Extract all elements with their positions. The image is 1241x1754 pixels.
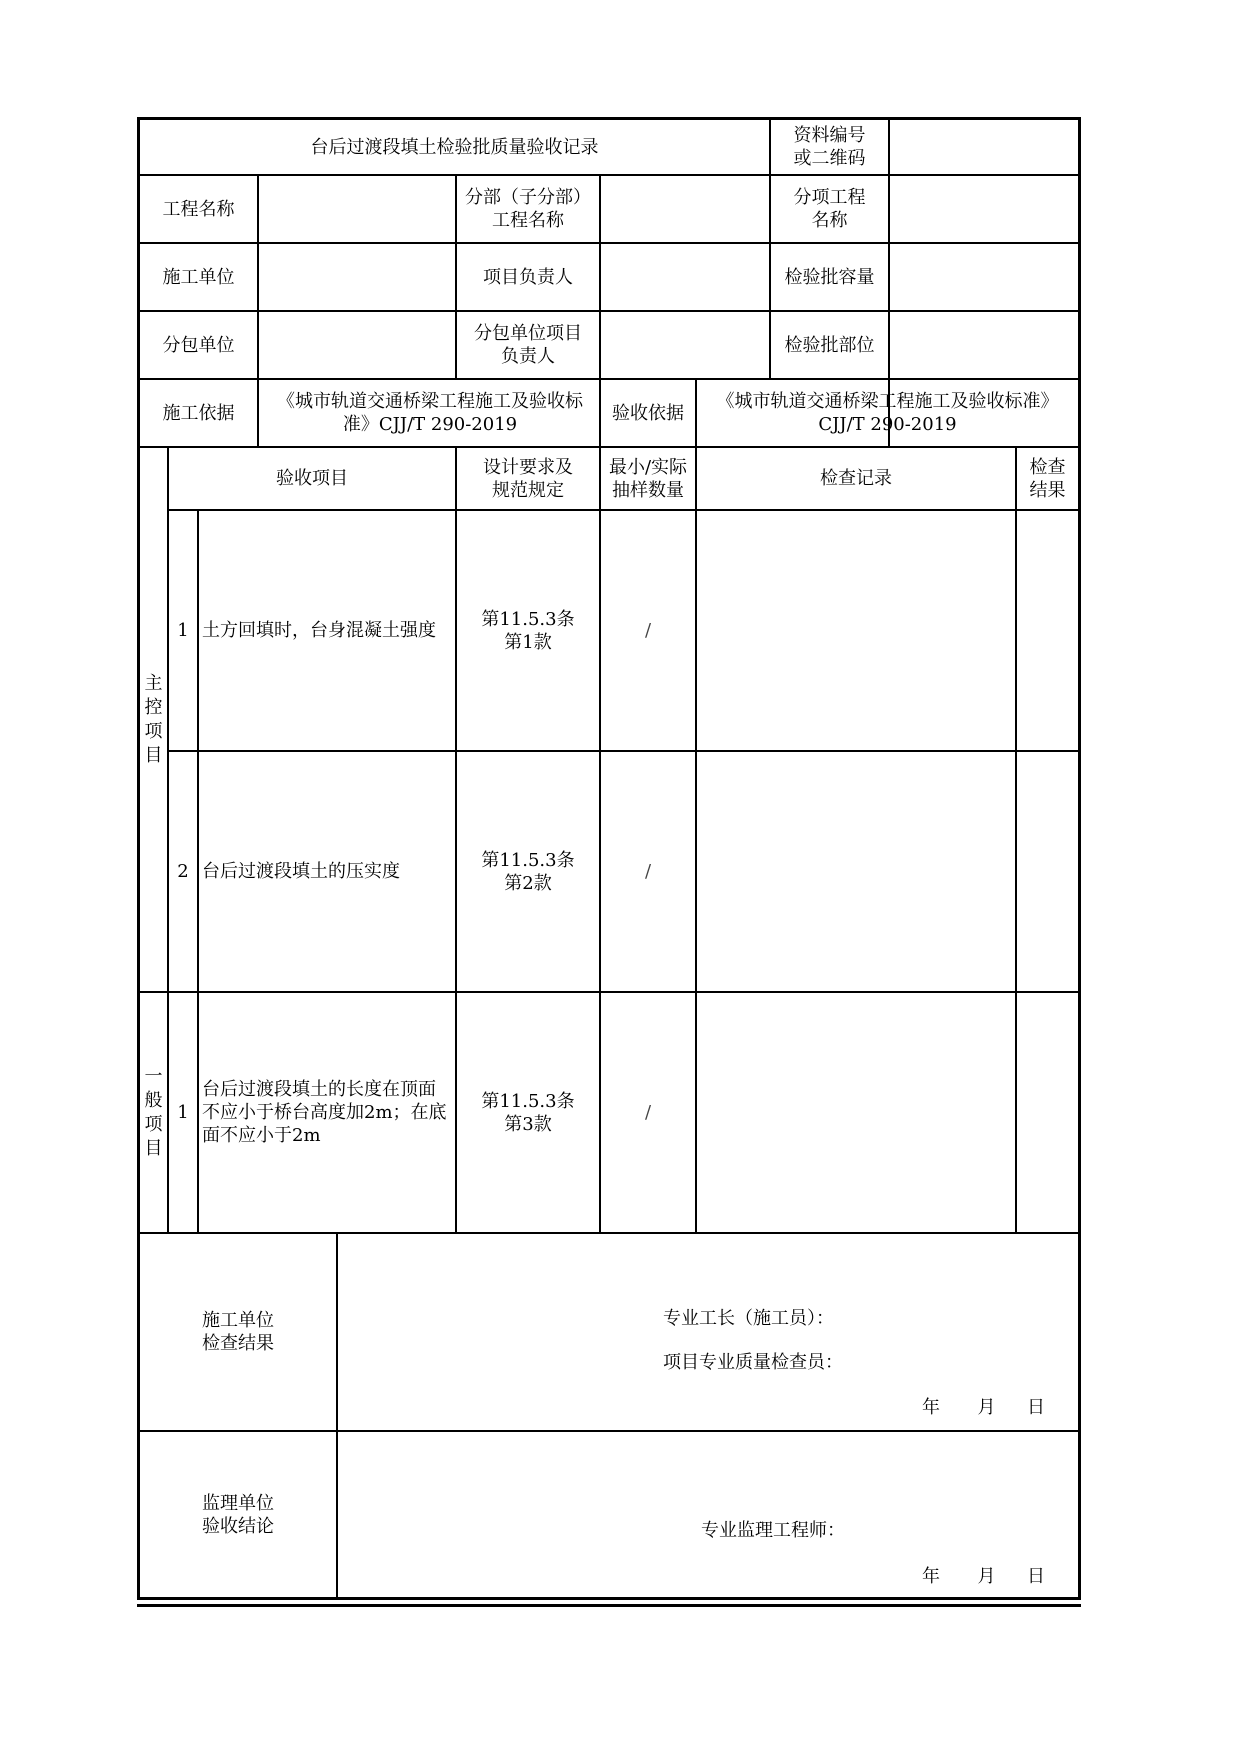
form-title: 台后过渡段填土检验批质量验收记录 (310, 136, 599, 158)
acceptance-basis-label: 验收依据 (612, 402, 684, 424)
batch-capacity-label: 检验批容量 (784, 266, 875, 288)
doc-code-label: 资料编号 或二维码 (793, 125, 866, 169)
row-record-field[interactable] (697, 993, 1015, 1232)
col-header-result: 检查 结果 (1029, 456, 1066, 501)
row-record-field[interactable] (697, 752, 1015, 991)
year-label: 年 (922, 1566, 940, 1587)
month-label: 月 (977, 1397, 996, 1418)
row-result-field[interactable] (1017, 993, 1078, 1232)
project-manager-label: 项目负责人 (483, 266, 573, 288)
batch-location-field[interactable] (890, 312, 1078, 378)
col-header-design-req: 设计要求及 规范规定 (483, 456, 573, 501)
row-number: 2 (177, 861, 189, 882)
qc-inspector-signature-label: 项目专业质量检查员： (663, 1352, 843, 1373)
row-number: 1 (177, 620, 189, 641)
contractor-result-label: 施工单位 检查结果 (202, 1310, 274, 1354)
row-clause: 第11.5.3条 第1款 (481, 608, 575, 653)
batch-location-label: 检验批部位 (784, 334, 875, 356)
month-label: 月 (977, 1566, 996, 1587)
contractor-field[interactable] (259, 244, 455, 310)
sub-item-field[interactable] (890, 176, 1078, 242)
row-item-text: 台后过渡段填土的长度在顶面不应小于桥台高度加2m；在底面不应小于2m (202, 1079, 447, 1146)
supervisor-conclusion-label: 监理单位 验收结论 (202, 1492, 274, 1537)
row-clause: 第11.5.3条 第2款 (481, 849, 575, 894)
sub-manager-field[interactable] (601, 312, 769, 378)
row-number: 1 (177, 1102, 189, 1123)
subcontractor-field[interactable] (259, 312, 455, 378)
sub-item-label: 分项工程 名称 (793, 187, 866, 231)
row-sample: / (644, 620, 652, 641)
sub-manager-label: 分包单位项目 负责人 (474, 323, 582, 367)
contractor-label: 施工单位 (162, 266, 235, 288)
row-record-field[interactable] (697, 511, 1015, 750)
project-name-field[interactable] (259, 176, 455, 242)
construction-basis-label: 施工依据 (162, 402, 235, 424)
foreman-signature-label: 专业工长（施工员）： (663, 1308, 834, 1329)
day-label: 日 (1026, 1397, 1045, 1418)
project-name-label: 工程名称 (162, 198, 235, 220)
contractor-date (922, 1393, 1045, 1419)
supervising-engineer-signature-label: 专业监理工程师： (701, 1520, 845, 1541)
row-result-field[interactable] (1017, 511, 1078, 750)
sub-division-label: 分部（子分部） 工程名称 (465, 187, 591, 231)
construction-basis-value: 《城市轨道交通桥梁工程施工及验收标准》CJJ/T 290-2019 (277, 391, 583, 435)
group-general: 一 般 项 目 (144, 1065, 163, 1159)
row-result-field[interactable] (1017, 752, 1078, 991)
row-clause: 第11.5.3条 第3款 (481, 1090, 575, 1135)
col-divider (336, 1232, 338, 1600)
col-header-sample: 最小/实际 抽样数量 (608, 456, 688, 501)
col-header-item: 验收项目 (276, 468, 348, 489)
batch-capacity-field[interactable] (890, 244, 1078, 310)
col-header-record: 检查记录 (820, 468, 892, 489)
day-label: 日 (1026, 1566, 1045, 1587)
sub-division-field[interactable] (601, 176, 769, 242)
doc-code-field[interactable] (890, 120, 1078, 174)
subcontractor-label: 分包单位 (162, 334, 235, 356)
bottom-rule (137, 1604, 1081, 1607)
project-manager-field[interactable] (601, 244, 769, 310)
row-item-text: 土方回填时，台身混凝土强度 (202, 620, 436, 641)
row-sample: / (644, 1102, 652, 1123)
group-main-control: 主 控 项 目 (144, 672, 163, 766)
acceptance-basis-value: 《城市轨道交通桥梁工程施工及验收标准》 CJJ/T 290-2019 (716, 391, 1059, 435)
row-item-text: 台后过渡段填土的压实度 (202, 861, 400, 882)
row-sample: / (644, 861, 652, 882)
supervisor-date (922, 1562, 1045, 1588)
year-label: 年 (922, 1397, 940, 1418)
